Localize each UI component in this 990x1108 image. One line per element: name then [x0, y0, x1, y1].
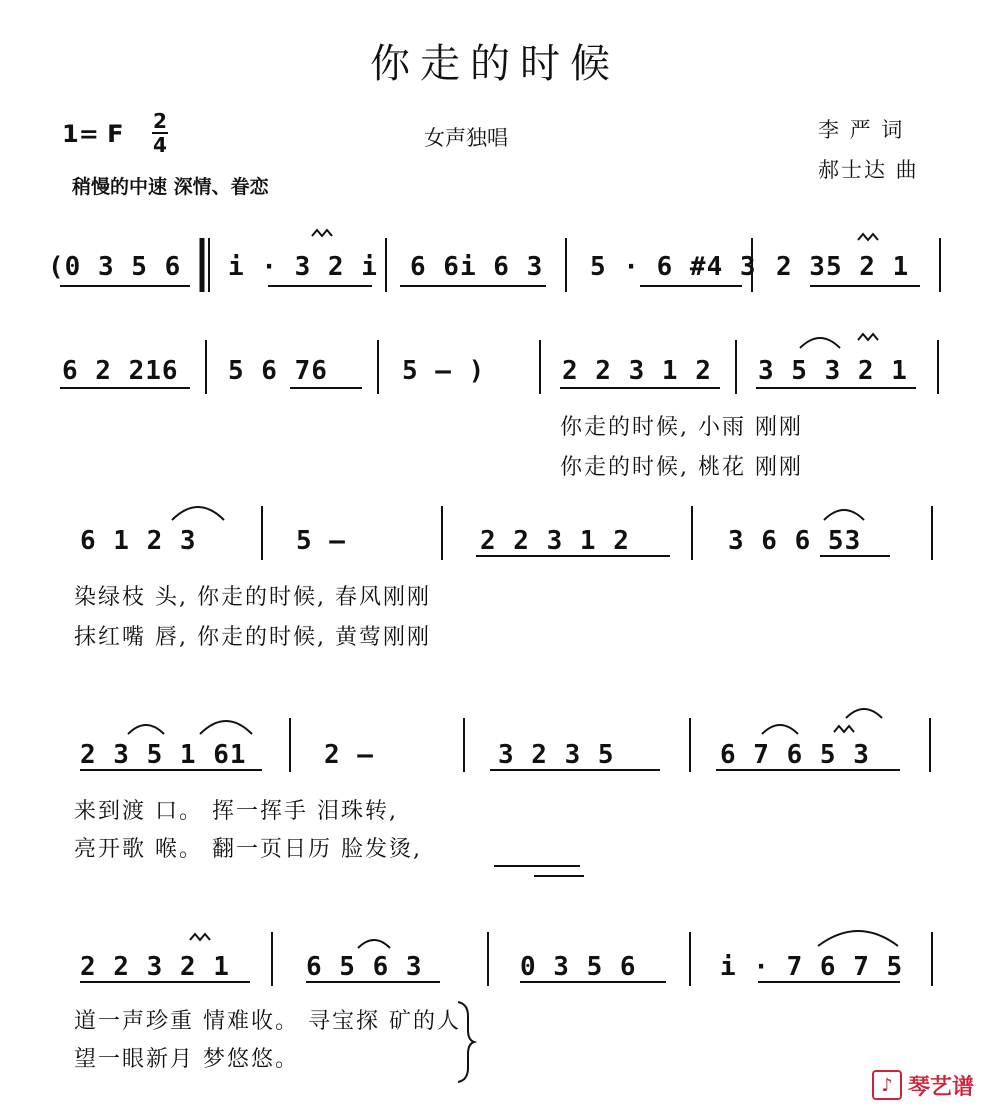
lyricist-credit: 李 严 词 — [818, 118, 905, 142]
watermark-text: 琴艺谱 — [908, 1074, 975, 1100]
system-3-verse-1: 染绿枝 头, 你走的时候, 春风刚刚 — [74, 585, 431, 610]
measure-5-3: 0 3 5 6 — [520, 952, 637, 982]
slur — [172, 507, 224, 520]
system-2-verse-2: 你走的时候, 桃花 刚刚 — [560, 455, 803, 480]
measure-1-5: 2 35 2 1 — [776, 252, 910, 282]
trill-mark — [834, 726, 854, 732]
composer-credit: 郝士达 曲 — [818, 158, 919, 182]
measure-3-4: 3 6 6 53 — [728, 526, 862, 556]
measure-1-2: i · 3 2 i — [228, 252, 378, 282]
watermark-logo — [872, 1068, 982, 1102]
system-2-verse-1: 你走的时候, 小雨 刚刚 — [560, 415, 803, 440]
time-top: 2 — [153, 109, 167, 133]
slur — [128, 725, 164, 734]
measure-3-3: 2 2 3 1 2 — [480, 526, 630, 556]
measure-4-2: 2 – — [324, 740, 374, 770]
slur — [200, 721, 252, 734]
system-5-verse-2: 望一眼新月 梦悠悠。 — [74, 1047, 299, 1072]
slur — [800, 338, 840, 348]
trill-mark — [858, 334, 878, 340]
measure-2-1: 6 2 216 — [62, 356, 179, 386]
measure-2-4: 2 2 3 1 2 — [562, 356, 712, 386]
measure-5-2: 6 5 6 3 — [306, 952, 423, 982]
slur — [824, 510, 864, 520]
measure-1-1: (0 3 5 6 — [48, 252, 182, 282]
measure-4-4: 6 7 6 5 3 — [720, 740, 870, 770]
trill-mark — [312, 230, 332, 236]
slur — [358, 940, 390, 948]
measure-1-4: 5 · 6 #4 3 — [590, 252, 757, 282]
verse-bracket — [458, 1002, 474, 1082]
note-icon: ♪ — [872, 1070, 902, 1100]
page-title: 你走的时候 — [370, 41, 620, 87]
performance-label: 女声独唱 — [424, 126, 508, 150]
time-bottom: 4 — [153, 133, 167, 157]
key-label: 1= F — [62, 120, 124, 148]
measure-4-1: 2 3 5 1 61 — [80, 740, 247, 770]
measure-3-1: 6 1 2 3 — [80, 526, 197, 556]
measure-2-2: 5 6 76 — [228, 356, 328, 386]
measure-1-3: 6 6i 6 3 — [410, 252, 544, 282]
trill-mark — [858, 234, 878, 240]
slur — [818, 931, 898, 946]
slur — [846, 709, 882, 718]
measure-2-5: 3 5 3 2 1 — [758, 356, 908, 386]
measure-5-1: 2 2 3 2 1 — [80, 952, 230, 982]
system-4-verse-1: 来到渡 口。 挥一挥手 泪珠转, — [74, 799, 398, 824]
system-5-verse-1: 道一声珍重 情难收。 寻宝探 矿的人 — [74, 1009, 461, 1034]
trill-mark — [190, 934, 210, 940]
system-3-verse-2: 抹红嘴 唇, 你走的时候, 黄莺刚刚 — [74, 625, 431, 650]
slur — [762, 725, 798, 734]
measure-3-2: 5 – — [296, 526, 346, 556]
measure-2-3: 5 – ) — [402, 356, 486, 386]
system-4-verse-2: 亮开歌 喉。 翻一页日历 脸发烫, — [74, 837, 422, 862]
tempo-marking: 稍慢的中速 深情、眷恋 — [72, 176, 269, 198]
measure-5-4: i · 7 6 7 5 — [720, 952, 904, 982]
measure-4-3: 3 2 3 5 — [498, 740, 615, 770]
